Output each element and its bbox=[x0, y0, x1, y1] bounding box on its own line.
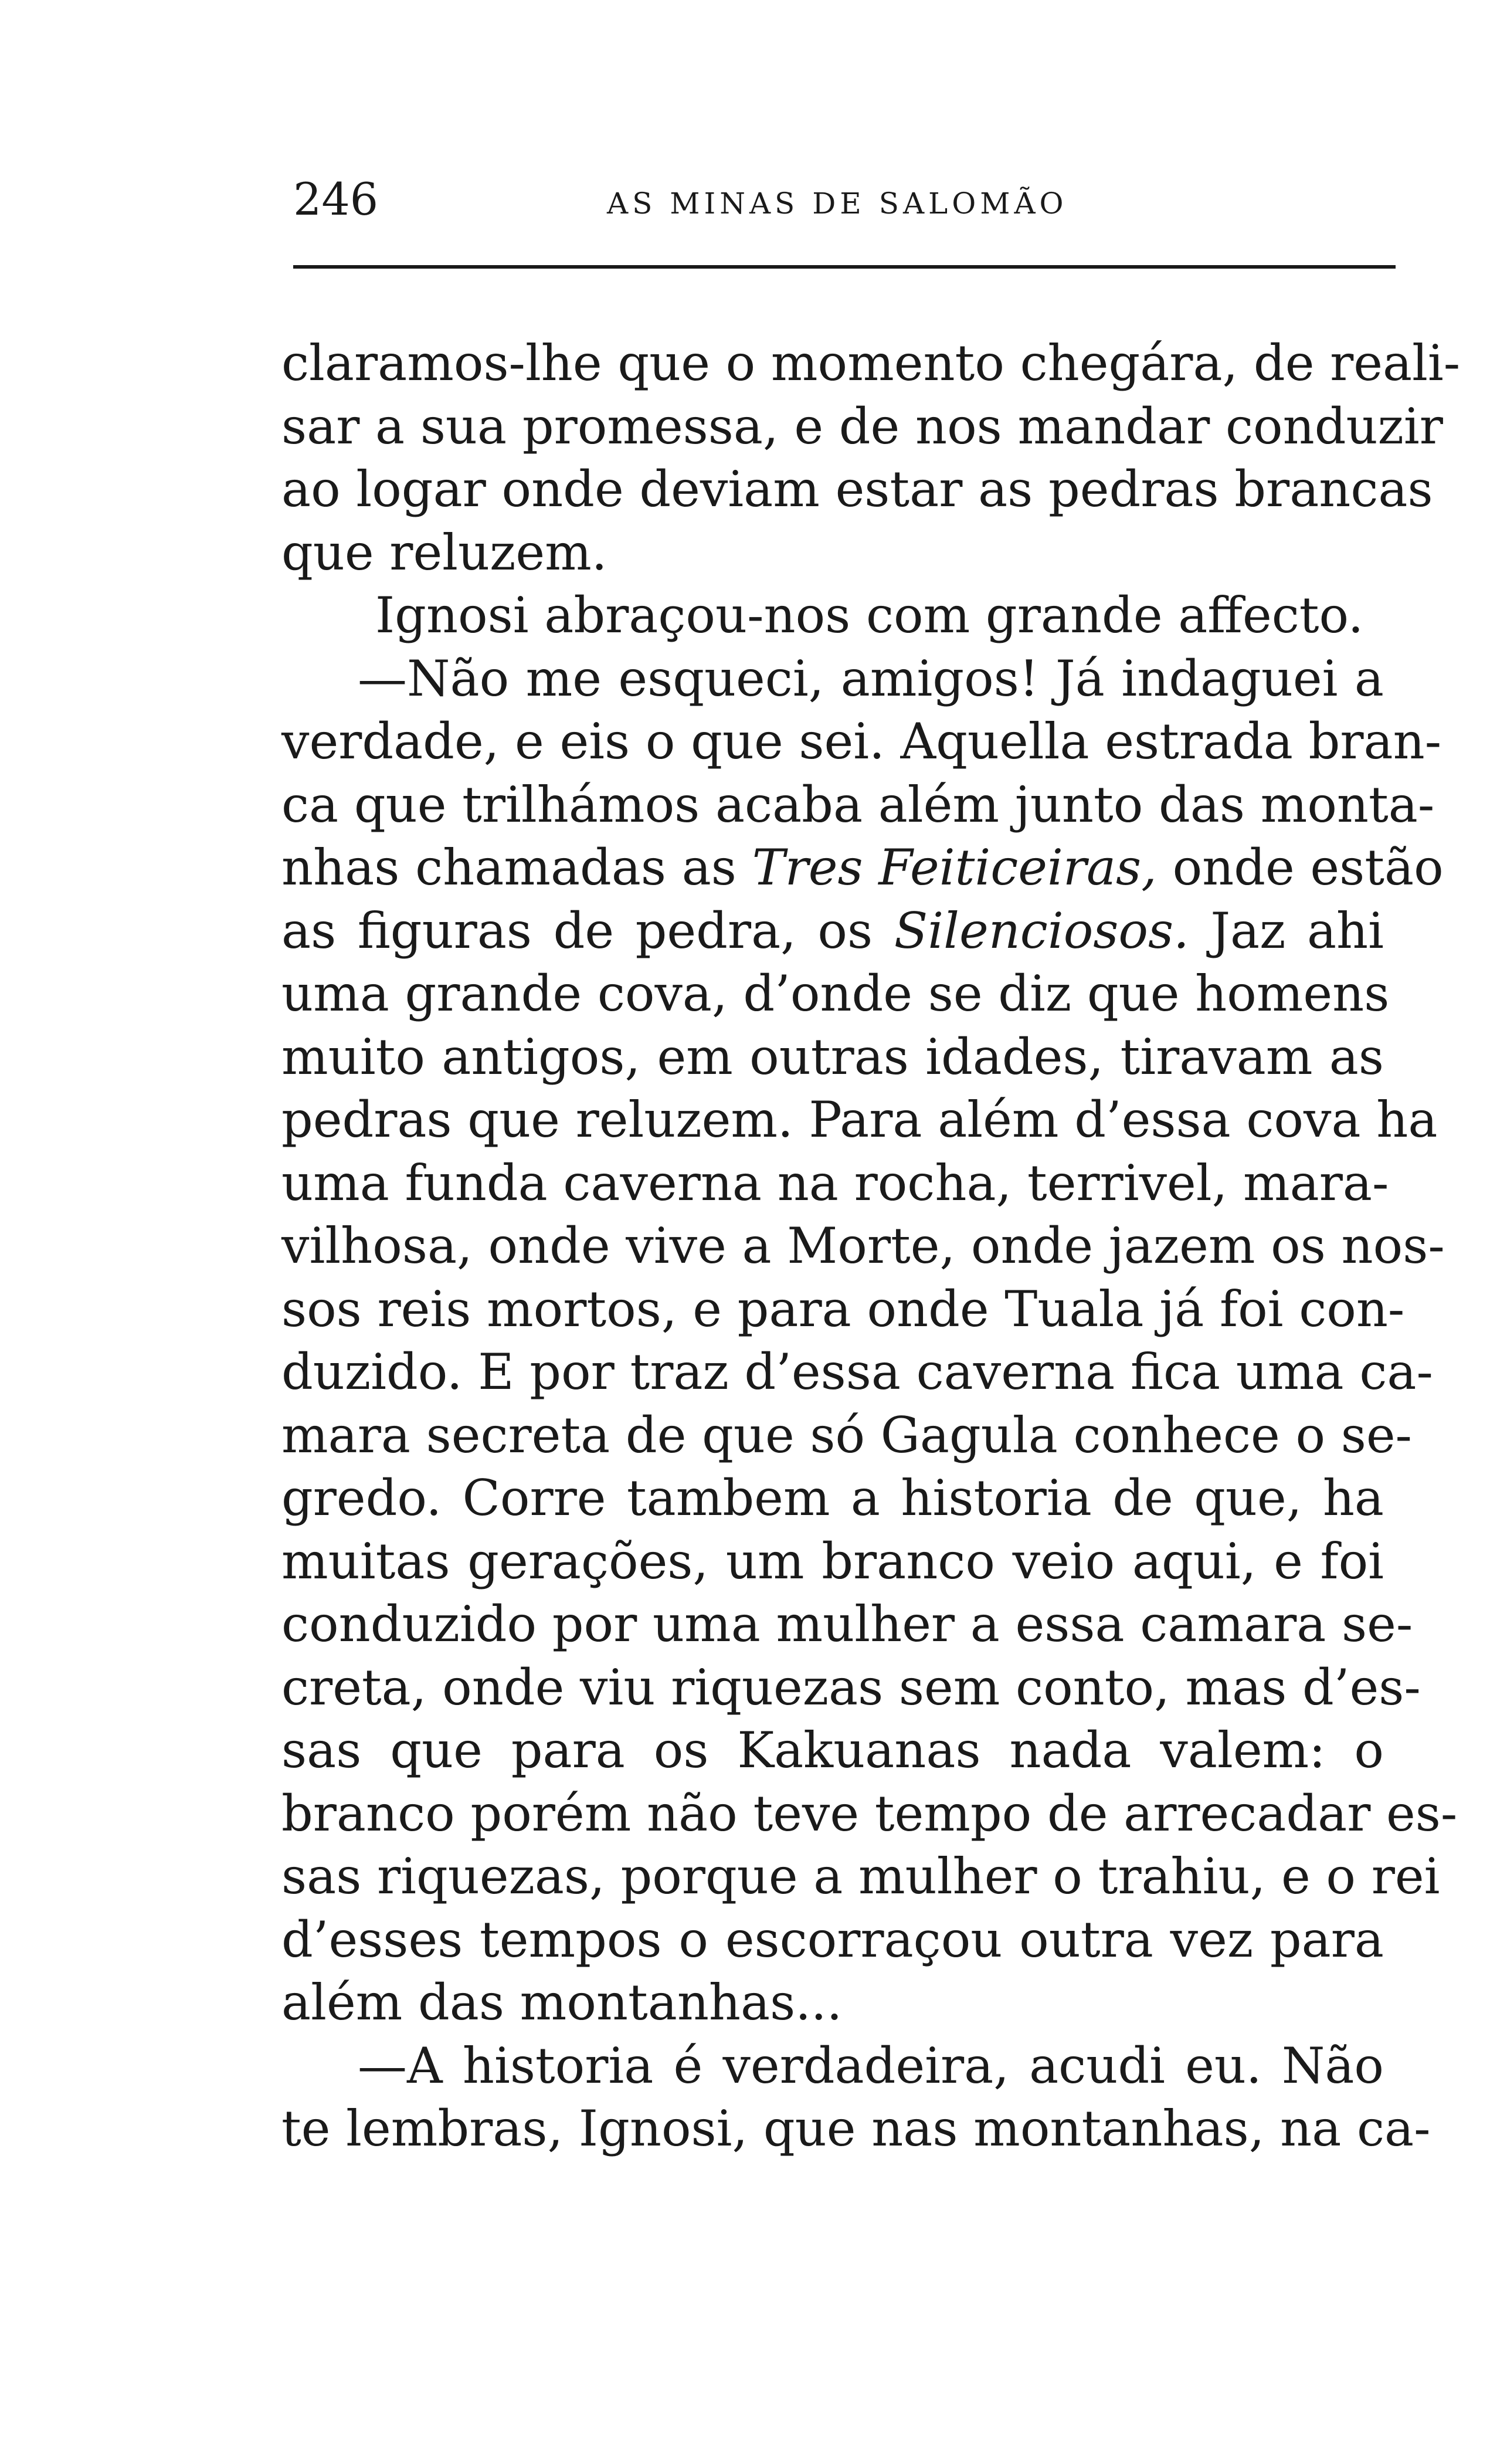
text-line: uma grande cova, d’onde se diz que homens bbox=[281, 965, 1390, 1022]
text-line: vilhosa, onde vive a Morte, onde jazem os nos- bbox=[281, 1217, 1445, 1275]
text-run: nhas chamadas as bbox=[281, 839, 736, 896]
text-line: te lembras, Ignosi, que nas montanhas, na ca- bbox=[281, 2100, 1431, 2157]
text-line: —A historia é verdadeira, acudi eu. Não bbox=[358, 2036, 1384, 2094]
text-line: além das montanhas... bbox=[281, 1974, 843, 2031]
text-line bbox=[281, 836, 1444, 900]
text-line: conduzido por uma mulher a essa camara se- bbox=[281, 1595, 1413, 1653]
page-number: 246 bbox=[293, 173, 379, 225]
text-line: ao logar onde deviam estar as pedras brancas bbox=[281, 460, 1433, 518]
text-line: creta, onde viu riquezas sem conto, mas d’es- bbox=[281, 1658, 1421, 1716]
italic-phrase: Silenciosos. bbox=[894, 901, 1189, 960]
text-line: gredo. Corre tambem a historia de que, ha bbox=[281, 1469, 1384, 1527]
text-line: que reluzem. bbox=[281, 523, 607, 581]
text-run: as figuras de pedra, os bbox=[281, 901, 873, 960]
text-line: —Não me esqueci, amigos! Já indaguei a bbox=[358, 649, 1384, 707]
text-line: sos reis mortos, e para onde Tuala já foi con- bbox=[281, 1280, 1405, 1338]
text-line: duzido. E por traz d’essa caverna fica uma ca- bbox=[281, 1343, 1433, 1401]
text-line: pedras que reluzem. Para além d’essa cova ha bbox=[281, 1091, 1438, 1148]
text-line: branco porém não teve tempo de arrecadar es- bbox=[281, 1784, 1458, 1842]
text-line: d’esses tempos o escorraçou outra vez para bbox=[281, 1910, 1384, 1968]
text-line: muitas gerações, um branco veio aqui, e foi bbox=[281, 1532, 1384, 1590]
text-line: sas riquezas, porque a mulher o trahiu, e o rei bbox=[281, 1848, 1440, 1905]
text-line bbox=[281, 900, 1384, 963]
text-line: uma funda caverna na rocha, terrivel, mara- bbox=[281, 1154, 1389, 1212]
text-line: sar a sua promessa, e de nos mandar conduzir bbox=[281, 397, 1443, 455]
running-title: AS MINAS DE SALOMÃO bbox=[607, 187, 1068, 221]
text-line: muito antigos, em outras idades, tiravam as bbox=[281, 1028, 1384, 1086]
text-line: verdade, e eis o que sei. Aquella estrada bran- bbox=[281, 713, 1442, 770]
running-head bbox=[293, 170, 1396, 229]
text-line: mara secreta de que só Gagula conhece o se- bbox=[281, 1406, 1412, 1464]
header-rule bbox=[293, 265, 1396, 269]
body-text bbox=[281, 332, 1461, 2161]
italic-phrase: Tres Feiticeiras, bbox=[752, 839, 1157, 896]
text-run: Jaz ahi bbox=[1210, 901, 1384, 960]
text-line: Ignosi abraçou-nos com grande affecto. bbox=[375, 587, 1364, 644]
text-line: ca que trilhámos acaba além junto das monta- bbox=[281, 775, 1435, 833]
text-line: claramos-lhe que o momento chegára, de reali- bbox=[281, 334, 1461, 392]
text-line: sas que para os Kakuanas nada valem: o bbox=[281, 1721, 1384, 1779]
text-run: onde estão bbox=[1172, 839, 1444, 896]
